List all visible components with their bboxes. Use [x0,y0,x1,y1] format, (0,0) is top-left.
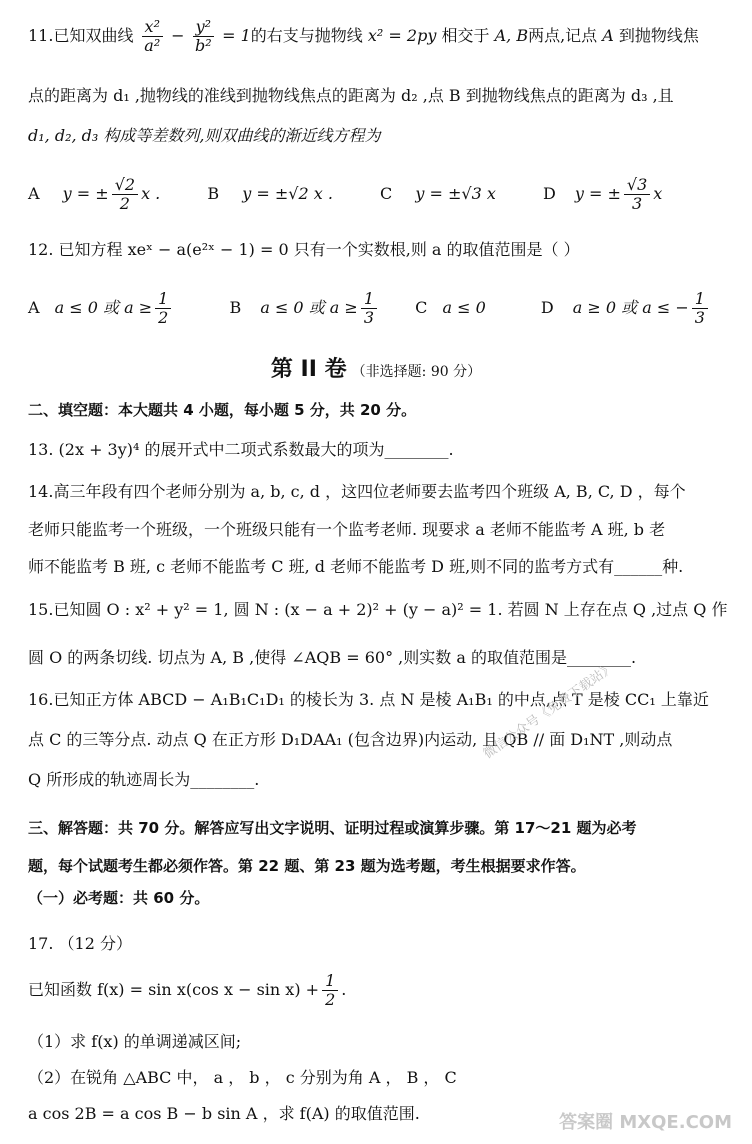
hyperbola-eq-tail: = 1 [222,26,251,45]
part2-note: （非选择题: 90 分） [351,364,482,380]
frac-1-2b [322,972,338,1009]
q11-line1: 11.已知双曲线 $\frac{\text{x²}}{\text{a²}}$ − $\frac{\text{y²}}{\text{b²}}$ = 1的右支与抛物线 x² = 2py 相交于 A, B两点,记点 A 到抛物线焦 [28,17,699,55]
q11-option-a-suffix: x . [141,184,161,203]
q11-option-a-prefix: y = ± [62,184,109,203]
section3-line2: 题，每个试题考生都必须作答。第 22 题、第 23 题为选考题，考生根据要求作答。 [28,857,586,875]
q17-header: 17. （12 分） [28,934,132,953]
frac-num: √2 [112,176,138,195]
q15-line2: 圆 O 的两条切线. 切点为 A, B ,使得 ∠AQB = 60° ,则实数 a 的取值范围是________. [28,648,637,667]
frac-1-2 [155,290,171,327]
q16-line1: 16.已知正方体 ABCD − A₁B₁C₁D₁ 的棱长为 3. 点 N 是棱 A₁B₁ 的中点,点 T 是棱 CC₁ 上靠近 [28,690,709,709]
site-logo-text: 答案圈 MXQE.COM [559,1112,732,1133]
frac-den: 2 [325,990,336,1009]
q17-part1: （1）求 f(x) 的单调递减区间; [28,1032,242,1051]
parabola-eq: x² = 2py [367,26,437,45]
q11-option-d-label: D [542,184,556,203]
q11-option-d-prefix: y = ± [574,184,621,203]
frac-r3-3 [624,176,650,213]
q16-line3: Q 所形成的轨迹周长为________. [28,770,260,789]
frac-den: 3 [694,308,705,327]
q11-intro: 11.已知双曲线 [28,26,134,45]
frac-den: b² [194,36,212,55]
frac-num: 1 [155,290,171,309]
frac-num: y² [193,18,214,37]
frac-den: 2 [158,308,169,327]
frac-num: 1 [322,972,338,991]
q11-text-c: 相交于 [441,26,490,45]
q12-option-c-label: C [415,298,428,317]
q11-text-b: 的右支与抛物线 [250,26,363,45]
frac-x2-a2 [142,18,163,55]
q14-line3: 师不能监考 B 班, c 老师不能监考 C 班, d 老师不能监考 D 班,则不同的监考方式有______种. [28,557,684,576]
frac-den: a² [144,36,161,55]
q12-option-a-value: a ≤ 0 或 a ≥ [54,298,153,317]
frac-1-3 [361,290,377,327]
q11-line2: 点的距离为 d₁ ,抛物线的准线到抛物线焦点的距离为 d₂ ,点 B 到抛物线焦点的距离为 d₃ ,且 [28,86,674,105]
q12-option-a-label: A [28,298,40,317]
frac-y2-b2 [193,18,214,55]
q11-option-d-suffix: x [653,184,663,203]
q16-line2: 点 C 的三等分点. 动点 Q 在正方形 D₁DAA₁ (包含边界)内运动, 且 QB // 面 D₁NT ,则动点 [28,730,673,749]
part2-title [0,352,752,383]
part2-heading: 第 II 卷 [270,357,347,382]
q17-function [28,972,346,1009]
frac-num: 1 [361,290,377,309]
q12-option-c-value: a ≤ 0 [442,298,486,317]
q11-text-e: 到抛物线焦 [618,26,699,45]
section3-line1: 三、解答题：共 70 分。解答应写出文字说明、证明过程或演算步骤。第 17～21 题为必考 [28,819,637,837]
frac-r2-2 [112,176,138,213]
frac-den: 3 [363,308,375,327]
q11-option-c-value: y = ±√3 x [415,184,496,203]
q12-options [28,290,711,327]
q12-option-d-label: D [540,298,554,317]
frac-den: 3 [632,194,643,213]
point-a: A [602,26,614,45]
frac-num: 1 [692,290,708,309]
section3-line3: （一）必考题：共 60 分。 [28,889,210,907]
section2-heading: 二、填空题：本大题共 4 小题，每小题 5 分，共 20 分。 [28,401,417,419]
q17-part3: a cos 2B = a cos B − b sin A ，求 f(A) 的取值范围. [28,1104,420,1123]
q11-options [28,176,662,213]
q11-option-b-label: B [207,184,220,203]
q14-line1: 14.高三年段有四个老师分别为 a, b, c, d ，这四位老师要去监考四个班级 A, B, C, D ，每个 [28,482,686,501]
watermark: 微信公众号《免费下载站》 [480,660,618,763]
q12-option-b-label: B [229,298,242,317]
q14-line2: 老师只能监考一个班级，一个班级只能有一个监考老师. 现要求 a 老师不能监考 A 班, b 老 [28,520,666,539]
q12-option-b-value: a ≤ 0 或 a ≥ [260,298,358,317]
frac-den: 2 [119,194,130,213]
q12-stem: 12. 已知方程 xeˣ − a(e²ˣ − 1) = 0 只有一个实数根,则 a 的取值范围是（ ） [28,240,580,259]
site-logo [559,1108,732,1134]
q17-function-text: 已知函数 f(x) = sin x(cos x − sin x) + [28,980,320,999]
q11-option-c-label: C [380,184,393,203]
q11-line3: d₁, d₂, d₃ 构成等差数列,则双曲线的渐近线方程为 [28,126,381,145]
q17-part2: （2）在锐角 △ABC 中， a ， b ， c 分别为角 A ， B ， C [28,1068,457,1087]
frac-num: √3 [624,176,650,195]
frac-num: x² [142,18,163,37]
q11-option-a-label: A [28,184,40,203]
frac-1-3b [692,290,708,327]
q13: 13. (2x + 3y)⁴ 的展开式中二项式系数最大的项为________. [28,440,454,459]
q15-line1: 15.已知圆 O : x² + y² = 1, 圆 N : (x − a + 2)² + (y − a)² = 1. 若圆 N 上存在点 Q ,过点 Q 作 [28,600,728,619]
q11-option-b-value: y = ±√2 x . [242,184,333,203]
q12-option-d-value: a ≥ 0 或 a ≤ − [572,298,689,317]
points-ab: A, B [494,26,529,45]
q17-function-end: . [341,980,347,999]
q11-text-d: 两点,记点 [528,26,598,45]
